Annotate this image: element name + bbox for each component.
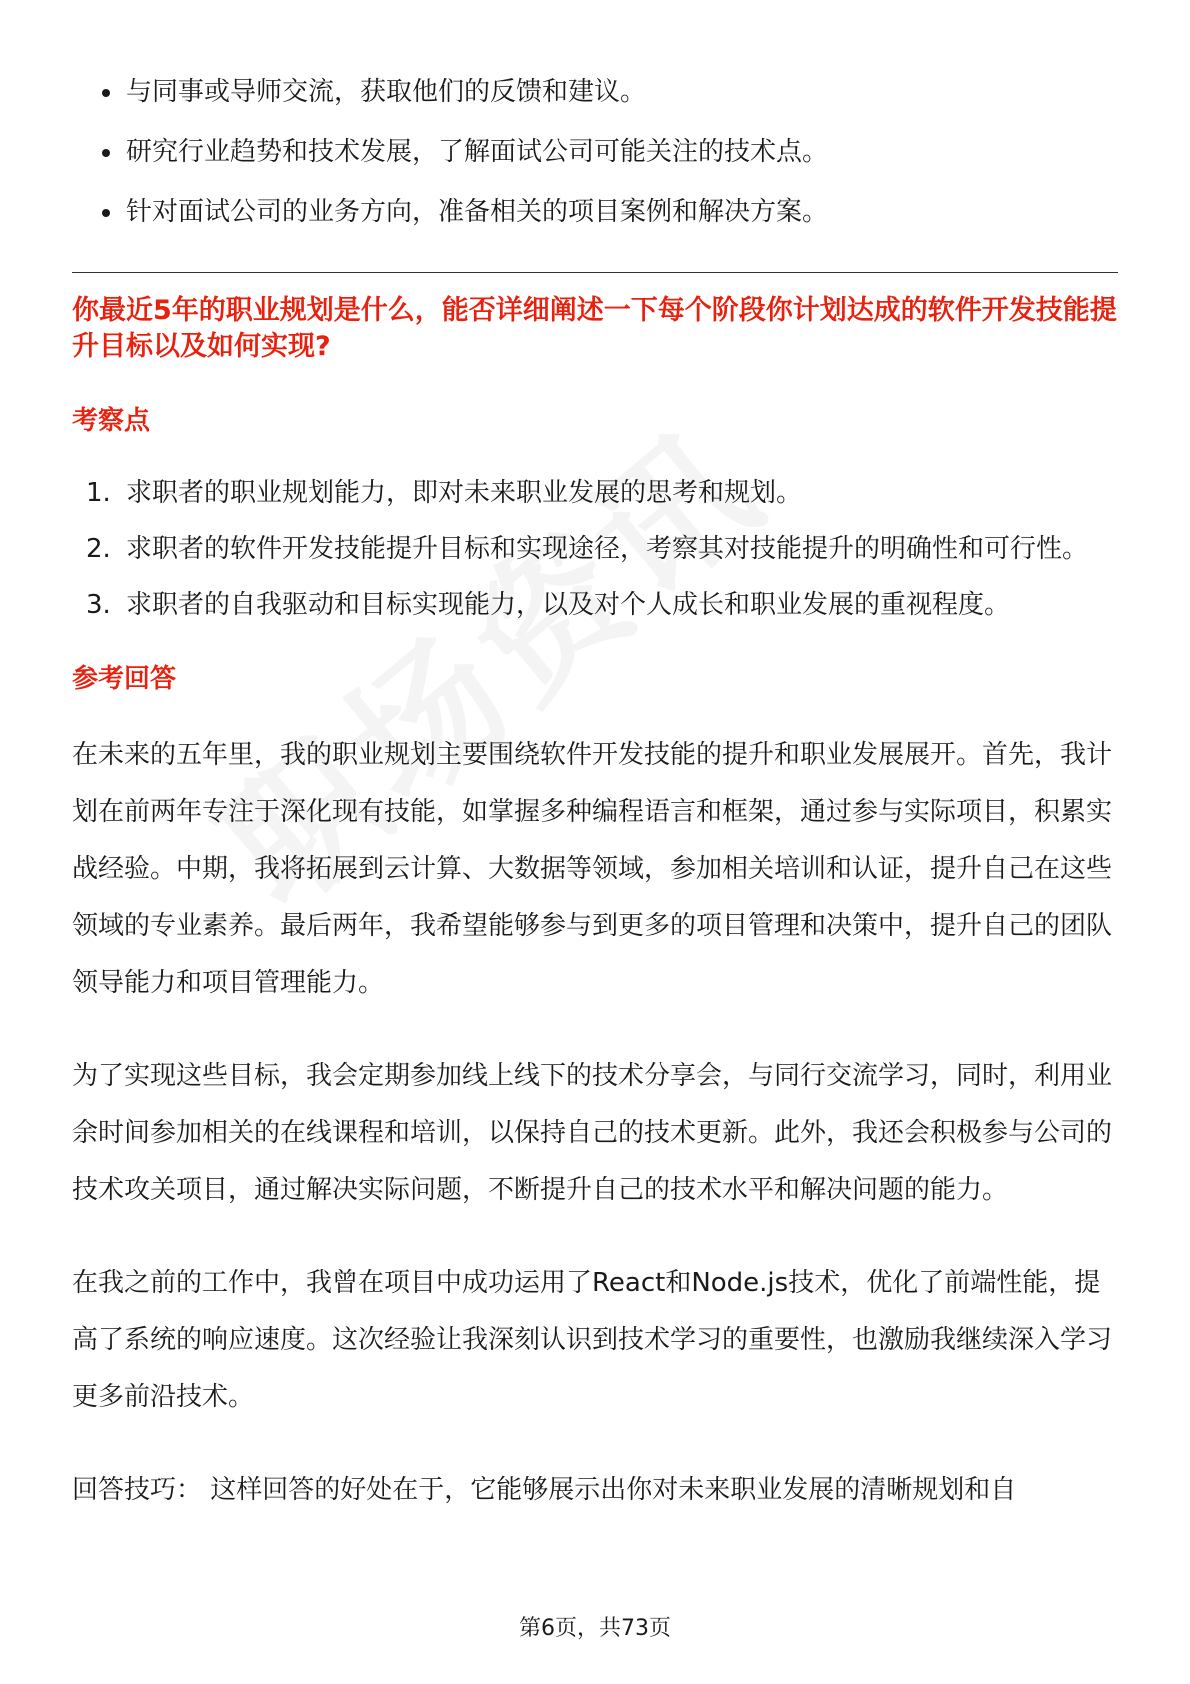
answer-paragraph: 为了实现这些目标，我会定期参加线上线下的技术分享会，与同行交流学习，同时，利用业余时间参加相关的在线课程和培训，以保持自己的技术更新。此外，我还会积极参与公司的技术攻关项目，通过解决实际问题，不断提升自己的技术水平和解决问题的能力。 — [72, 1061, 1113, 1205]
answer-paragraph: 在未来的五年里，我的职业规划主要围绕软件开发技能的提升和职业发展展开。首先，我计划在前两年专注于深化现有技能，如掌握多种编程语言和框架，通过参与实际项目，积累实战经验。中期，我将拓展到云计算、大数据等领域，参加相关培训和认证，提升自己在这些领域的专业素养。最后两年，我希望能够参与到更多的项目管理和决策中，提升自己的团队领导能力和项目管理能力。 — [72, 740, 1113, 998]
list-item — [72, 465, 1118, 521]
list-number: 3. — [86, 590, 111, 620]
page-number: 第6页，共73页 — [519, 1616, 671, 1641]
list-number: 1. — [86, 478, 111, 508]
list-item: 与同事或导师交流，获取他们的反馈和建议。 — [72, 62, 1118, 122]
answer-tips: 回答技巧： 这样回答的好处在于，它能够展示出你对未来职业发展的清晰规划和自 — [72, 1475, 1017, 1505]
question-title: 你最近5年的职业规划是什么，能否详细阐述一下每个阶段你计划达成的软件开发技能提升目标以及如何实现? — [72, 295, 1117, 362]
exam-points-list — [72, 465, 1118, 633]
list-item: 针对面试公司的业务方向，准备相关的项目案例和解决方案。 — [72, 182, 1118, 242]
document-body — [72, 62, 1118, 1519]
list-item — [72, 521, 1118, 577]
answer-paragraph: 在我之前的工作中，我曾在项目中成功运用了React和Node.js技术，优化了前端性能，提高了系统的响应速度。这次经验让我深刻认识到技术学习的重要性，也激励我继续深入学习更多前沿技术。 — [72, 1268, 1113, 1412]
answer-heading: 参考回答 — [72, 664, 177, 694]
section-divider — [72, 272, 1118, 273]
exam-points-heading: 考察点 — [72, 406, 151, 436]
list-item — [72, 577, 1118, 633]
bullet-list — [72, 62, 1118, 242]
list-item-text: 求职者的软件开发技能提升目标和实现途径，考察其对技能提升的明确性和可行性。 — [126, 534, 1089, 564]
list-item-text: 求职者的职业规划能力，即对未来职业发展的思考和规划。 — [126, 478, 803, 508]
list-item: 研究行业趋势和技术发展，了解面试公司可能关注的技术点。 — [72, 122, 1118, 182]
list-number: 2. — [86, 534, 111, 564]
list-item-text: 求职者的自我驱动和目标实现能力，以及对个人成长和职业发展的重视程度。 — [126, 590, 1011, 620]
